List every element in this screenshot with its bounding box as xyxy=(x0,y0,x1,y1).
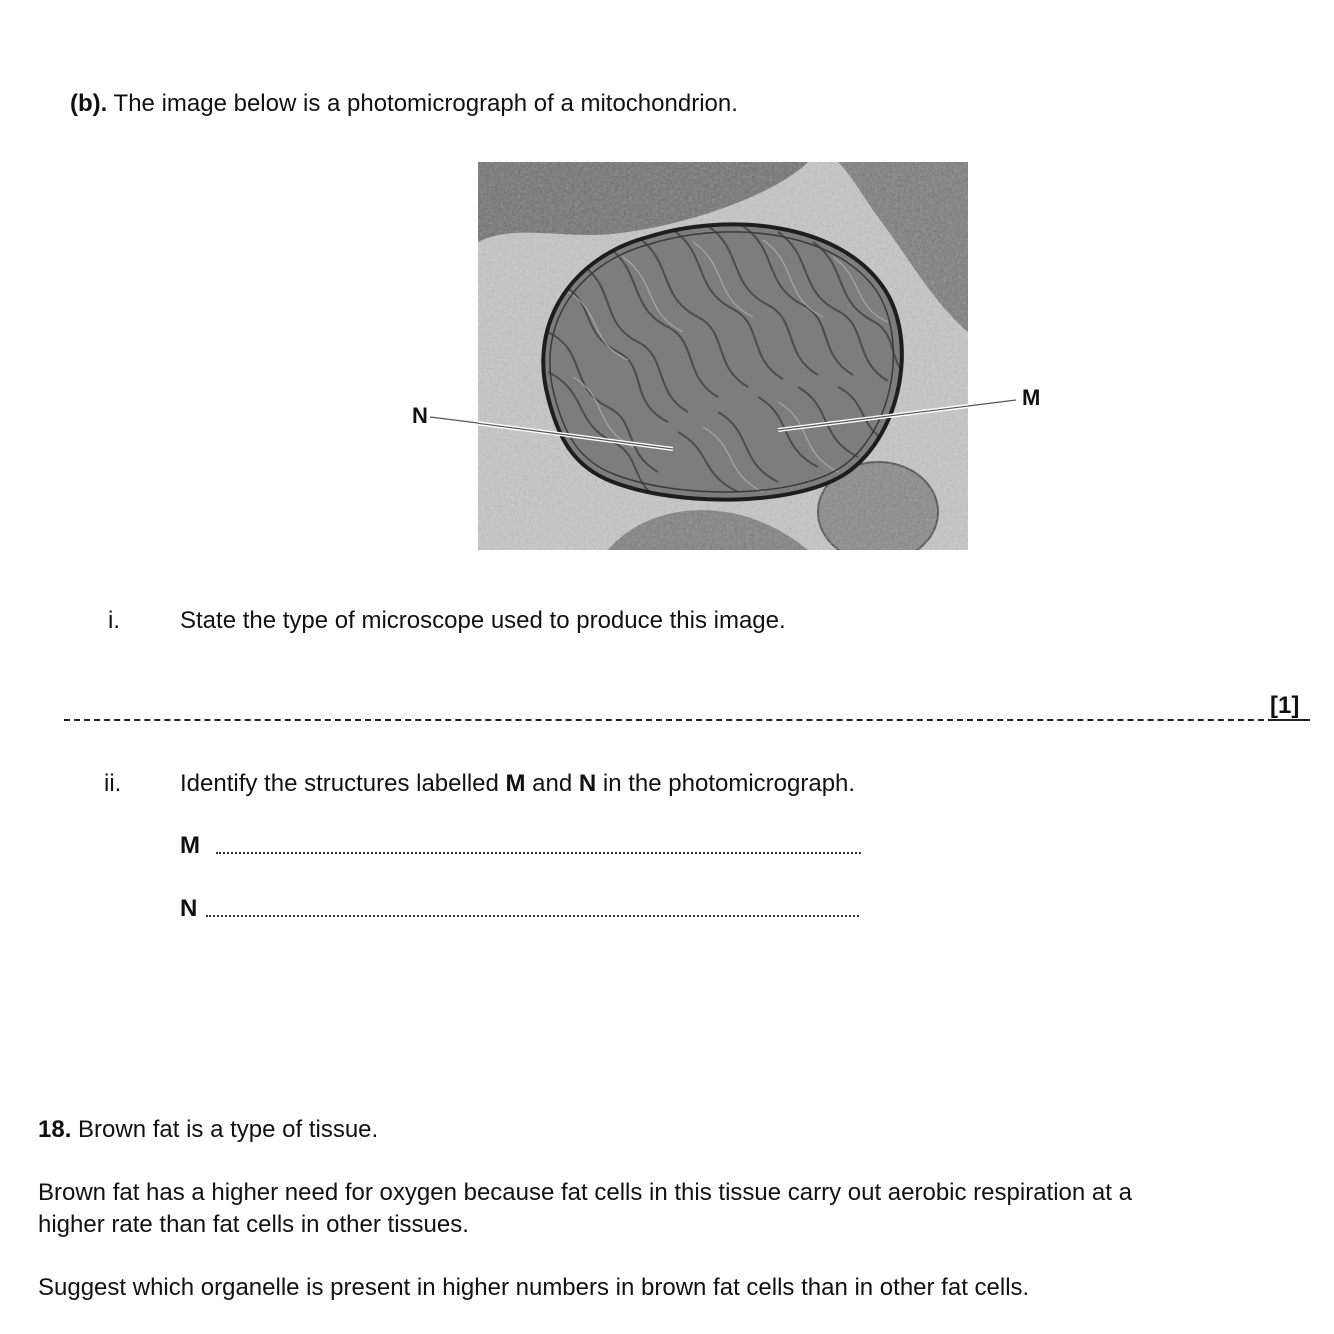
part-b-intro: The image below is a photomicrograph of a mitochondrion. xyxy=(107,90,738,117)
question-18-prompt: Suggest which organelle is present in higher numbers in brown fat cells than in other fat cells. xyxy=(38,1274,1030,1301)
answer-line-m[interactable] xyxy=(216,852,861,854)
part-b-label: (b). xyxy=(70,90,108,117)
answer-m-label: M xyxy=(180,832,200,859)
question-18-para-line2: higher rate than fat cells in other tissues. xyxy=(38,1211,469,1238)
question-i-numeral: i. xyxy=(108,607,120,634)
question-ii-text xyxy=(180,768,855,800)
question-ii-text-part: Identify the structures labelled xyxy=(180,770,506,797)
answer-line-i[interactable] xyxy=(64,719,1274,721)
question-ii-text-part: and xyxy=(525,770,579,797)
marks-badge: [1] xyxy=(1270,692,1300,719)
question-ii-numeral: ii. xyxy=(104,770,122,797)
question-18-number: 18. xyxy=(38,1116,72,1143)
question-18-intro: Brown fat is a type of tissue. xyxy=(71,1116,379,1143)
question-18-heading xyxy=(38,1114,378,1146)
question-ii-text-part: in the photomicrograph. xyxy=(596,770,856,797)
answer-n-label: N xyxy=(180,895,198,922)
question-18-para-line1: Brown fat has a higher need for oxygen because fat cells in this tissue carry out aerobic respiration at a xyxy=(38,1179,1132,1206)
answer-line-n[interactable] xyxy=(206,915,859,917)
mitochondrion-photomicrograph xyxy=(478,162,968,550)
part-b-heading xyxy=(70,88,738,120)
figure-label-n: N xyxy=(412,403,428,428)
marks-underline xyxy=(1270,719,1310,721)
figure-label-m: M xyxy=(1022,385,1041,410)
question-ii-n: N xyxy=(578,770,597,797)
question-i-text: State the type of microscope used to produce this image. xyxy=(180,607,786,634)
question-ii-m: M xyxy=(505,770,526,797)
